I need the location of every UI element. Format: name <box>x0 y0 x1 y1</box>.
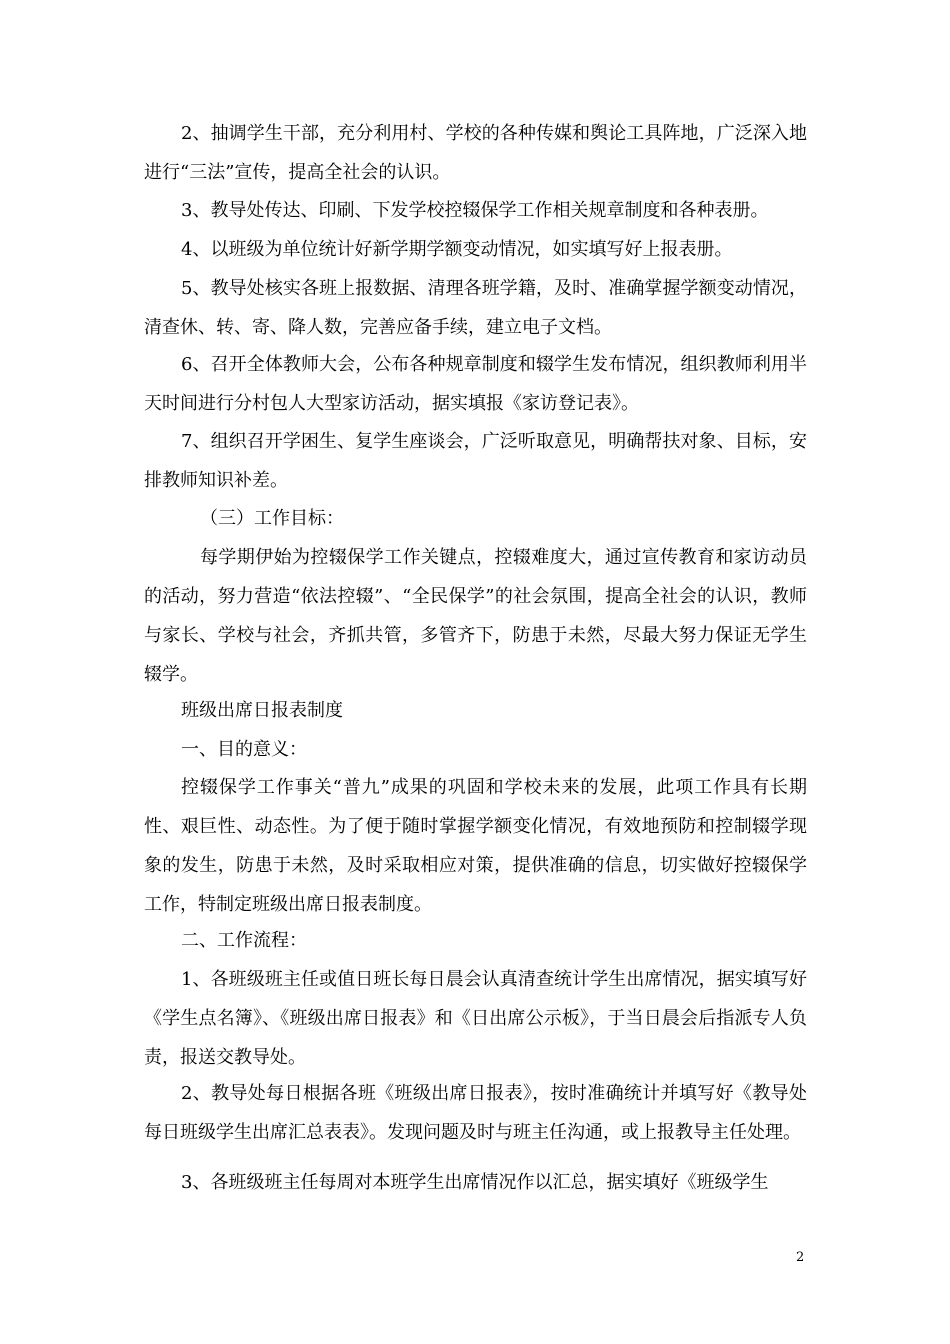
paragraph-item-7-symposium: 7、组织召开学困生、复学生座谈会，广泛听取意见，明确帮扶对象、目标，安排教师知识补差。 <box>144 431 807 491</box>
section-heading-work-goals: （三）工作目标： <box>200 508 344 529</box>
paragraph-workflow-step-2: 2、教导处每日根据各班《班级出席日报表》，按时准确统计并填写好《教导处每日班级学生出席汇总表表》。发现问题及时与班主任沟通，或上报教导主任处理。 <box>144 1083 807 1143</box>
paragraph-item-6-teacher-meeting: 6、召开全体教师大会，公布各种规章制度和辍学生发布情况，组织教师利用半天时间进行分村包人大型家访活动，据实填报《家访登记表》。 <box>144 354 807 414</box>
section-title-attendance-system: 班级出席日报表制度 <box>181 700 343 721</box>
section-heading-workflow: 二、工作流程： <box>181 930 307 951</box>
paragraph-item-3-distribution: 3、教导处传达、印刷、下发学校控辍保学工作相关规章制度和各种表册。 <box>181 200 769 221</box>
paragraph-work-goals: 每学期伊始为控辍保学工作关键点，控辍难度大，通过宣传教育和家访动员的活动，努力营造“依法控辍”、“全民保学”的社会氛围，提高全社会的认识，教师与家长、学校与社会，齐抓共管，多管齐下，防患于未然，尽最大努力保证无学生辍学。 <box>144 547 807 685</box>
paragraph-workflow-step-1: 1、各班级班主任或值日班长每日晨会认真清查统计学生出席情况，据实填写好《学生点名簿》、《班级出席日报表》和《日出席公示板》，于当日晨会后指派专人负责，报送交教导处。 <box>144 969 807 1068</box>
paragraph-item-4-statistics: 4、以班级为单位统计好新学期学额变动情况，如实填写好上报表册。 <box>181 239 733 260</box>
section-heading-purpose: 一、目的意义： <box>181 739 307 760</box>
page-number: 2 <box>796 1250 805 1265</box>
paragraph-item-2-publicity: 2、抽调学生干部，充分利用村、学校的各种传媒和舆论工具阵地，广泛深入地进行“三法”宣传，提高全社会的认识。 <box>144 123 807 183</box>
paragraph-purpose: 控辍保学工作事关“普九”成果的巩固和学校未来的发展，此项工作具有长期性、艰巨性、动态性。为了便于随时掌握学额变化情况，有效地预防和控制辍学现象的发生，防患于未然，及时采取相应对策，提供准确的信息，切实做好控辍保学工作，特制定班级出席日报表制度。 <box>144 777 807 915</box>
paragraph-workflow-step-3: 3、各班级班主任每周对本班学生出席情况作以汇总，据实填好《班级学生 <box>181 1172 769 1193</box>
paragraph-item-5-verification: 5、教导处核实各班上报数据、清理各班学籍，及时、准确掌握学额变动情况，清查休、转、寄、降人数，完善应备手续，建立电子文档。 <box>144 278 807 338</box>
